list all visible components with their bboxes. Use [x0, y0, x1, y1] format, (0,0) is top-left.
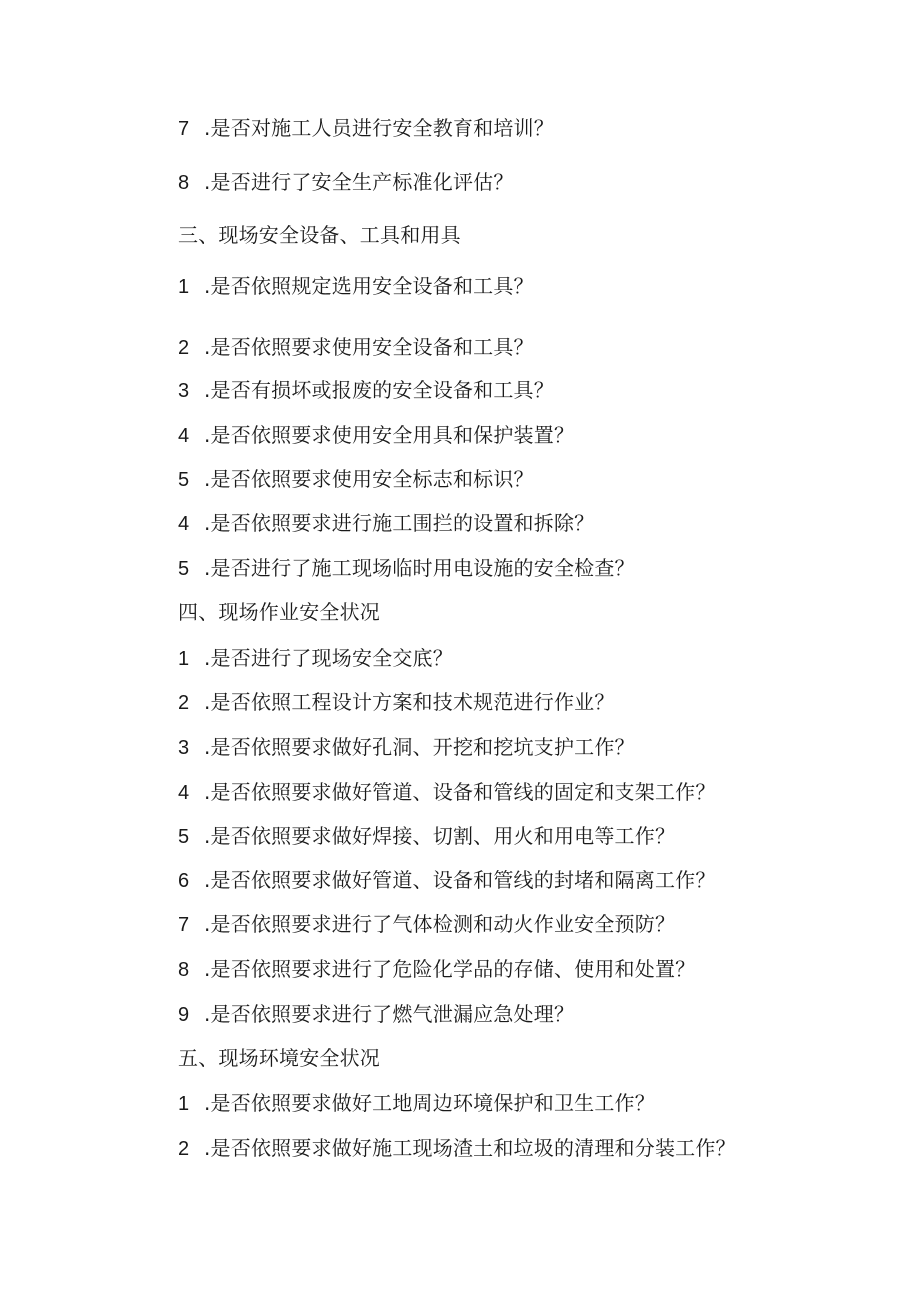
list-item: [178, 822, 675, 851]
item-number: 2: [178, 337, 190, 359]
list-item: [178, 333, 534, 362]
item-text: .是否有损坏或报废的安全设备和工具？: [204, 378, 554, 402]
item-text: .是否进行了施工现场临时用电设施的安全检查？: [204, 556, 635, 580]
item-text: .是否对施工人员进行安全教育和培训？: [204, 116, 554, 140]
list-item: [178, 272, 534, 301]
item-number: 8: [178, 959, 190, 981]
item-number: 1: [178, 1093, 190, 1115]
item-text: .是否依照要求进行施工围拦的设置和拆除？: [204, 511, 595, 535]
item-number: 7: [178, 118, 190, 140]
item-text: .是否依照要求做好孔洞、开挖和挖坑支护工作？: [204, 735, 635, 759]
list-item: [178, 465, 534, 494]
item-number: 5: [178, 826, 190, 848]
item-number: 4: [178, 425, 190, 447]
list-item: [178, 1134, 736, 1163]
list-item: [178, 778, 716, 807]
item-text: .是否进行了现场安全交底？: [204, 646, 453, 670]
list-item: [178, 509, 594, 538]
item-number: 4: [178, 782, 190, 804]
list-item: [178, 1089, 655, 1118]
list-item: [178, 376, 554, 405]
item-number: 3: [178, 380, 190, 402]
list-item: [178, 421, 574, 450]
item-text: .是否依照要求做好焊接、切割、用火和用电等工作？: [204, 824, 676, 848]
item-number: 1: [178, 648, 190, 670]
item-text: .是否依照要求做好施工现场渣土和垃圾的清理和分装工作？: [204, 1136, 736, 1160]
item-number: 4: [178, 513, 190, 535]
list-item: [178, 955, 695, 984]
item-text: .是否进行了安全生产标准化评估？: [204, 170, 514, 194]
item-text: .是否依照要求做好工地周边环境保护和卫生工作？: [204, 1091, 655, 1115]
item-text: .是否依照要求使用安全设备和工具？: [204, 335, 534, 359]
list-item: [178, 554, 635, 583]
item-number: 2: [178, 692, 190, 714]
item-number: 5: [178, 558, 190, 580]
list-item: [178, 1000, 574, 1029]
list-item: [178, 644, 453, 673]
item-text: .是否依照要求使用安全用具和保护装置？: [204, 423, 575, 447]
item-number: 7: [178, 914, 190, 936]
item-text: .是否依照工程设计方案和技术规范进行作业？: [204, 690, 615, 714]
item-number: 6: [178, 870, 190, 892]
item-text: .是否依照要求进行了危险化学品的存储、使用和处置？: [204, 957, 696, 981]
list-item: [178, 733, 635, 762]
list-item: [178, 866, 716, 895]
item-text: .是否依照要求进行了燃气泄漏应急处理？: [204, 1002, 575, 1026]
section-heading: 三、现场安全设备、工具和用具: [178, 223, 461, 247]
item-number: 8: [178, 172, 190, 194]
item-text: .是否依照要求做好管道、设备和管线的固定和支架工作？: [204, 780, 716, 804]
item-number: 3: [178, 737, 190, 759]
item-number: 2: [178, 1138, 190, 1160]
item-number: 5: [178, 469, 190, 491]
section-heading: 五、现场环境安全状况: [178, 1046, 380, 1070]
item-number: 9: [178, 1004, 190, 1026]
item-number: 1: [178, 276, 190, 298]
item-text: .是否依照要求使用安全标志和标识？: [204, 467, 534, 491]
list-item: [178, 114, 554, 143]
section-heading: 四、现场作业安全状况: [178, 600, 380, 624]
list-item: [178, 688, 615, 717]
list-item: [178, 168, 514, 197]
list-item: [178, 910, 675, 939]
item-text: .是否依照要求做好管道、设备和管线的封堵和隔离工作？: [204, 868, 716, 892]
item-text: .是否依照要求进行了气体检测和动火作业安全预防？: [204, 912, 676, 936]
item-text: .是否依照规定选用安全设备和工具？: [204, 274, 534, 298]
